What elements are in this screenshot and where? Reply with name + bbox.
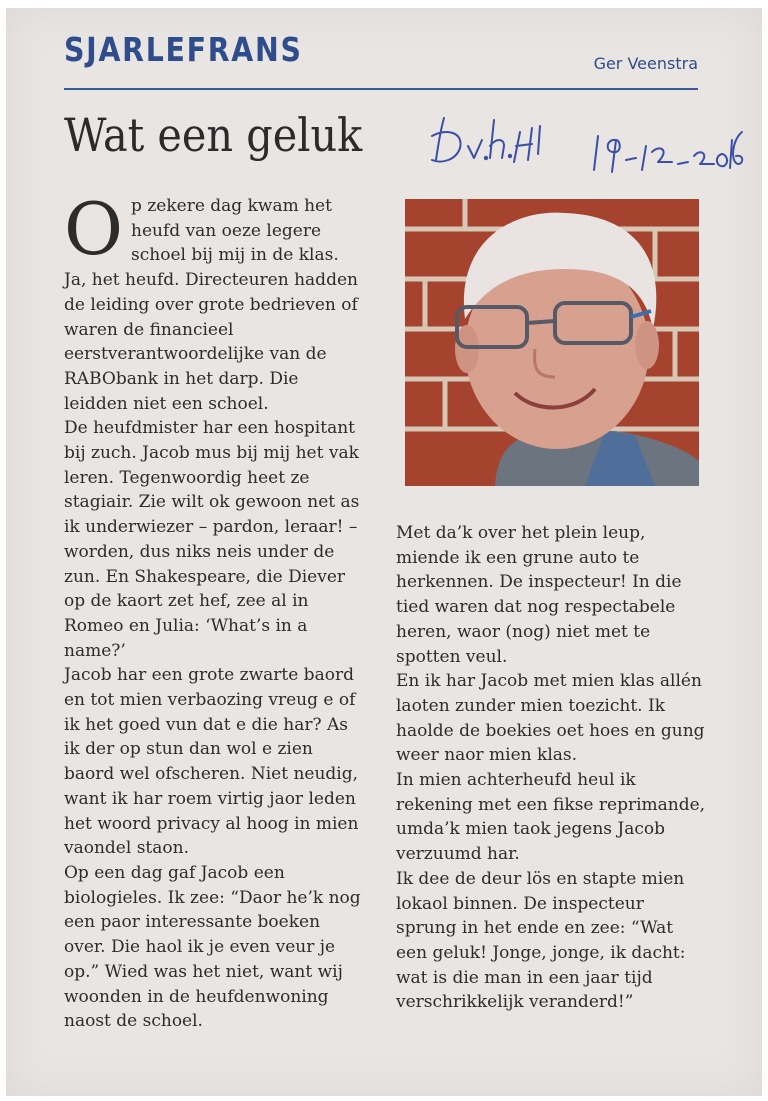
first-paragraph-text: p zekere dag kwam het heufd van oeze legere schoel bij mij in de klas. Ja, het heufd. Directeuren hadden de leiding over grote bedrieven of waren de financieel eerstverantwoordelijke van de RABObank in het darp. Die leidden niet een schoel. [64,196,358,414]
paragraph: Met da’k over het plein leup, miende ik een grune auto te herkennen. De inspecteur! In die tied waren dat nog respectabele heren, waor (nog) niet met te spotten veul. [396,523,682,667]
paragraph: En ik har Jacob met mien klas allén laoten zunder mien toezicht. Ik haolde de boekies oet hoes en gung weer naor mien klas. [396,671,705,766]
paragraph: Op een dag gaf Jacob een biologieles. Ik zee: “Daor he’k nog een paor interessante boeken over. Die haol ik je even veur je op.” Wied was het niet, want wij woonden in de heufdenwoning naost de schoel. [64,862,361,1032]
paragraph: In mien achterheufd heul ik rekening met een fikse reprimande, umda’k mien taok jegens Jacob verzuumd har. [396,770,706,865]
paragraph: Ik dee de deur lös en stapte mien lokaol binnen. De inspecteur sprung in het ende en zee: “Wat een geluk! Jonge, jonge, ik dacht: wat is die man in een jaar tijd verschrikkelijk veranderd!” [396,868,686,1013]
masthead-rule [64,88,698,90]
paragraph: De heufdmister har een hospitant bij zuch. Jacob mus bij mij het vak leren. Tegenwoordig heet ze stagiair. Zie wilt ok gewoon net as ik underwiezer – pardon, leraar! – worden, dus niks neis under de zun. En Shakespeare, die Diever op de kaort zet hef, zee al in Romeo en Julia: ‘What’s in a name?’ [64,418,360,661]
article-column-left [64,187,364,1034]
author-photo [405,199,699,486]
column-name: SJARLEFRANS [64,30,303,69]
article-column-right [396,521,706,1015]
headline: Wat een geluk [64,108,363,162]
drop-cap: O [64,187,124,271]
paragraph: Jacob har een grote zwarte baord en tot mien verbaozing vreug e of ik het goed vun dat e die har? As ik der op stun dan wol e zien baord wel ofscheren. Niet neudig, want ik har roem virtig jaor leden het woord privacy al hoog in mien vaondel staon. [64,665,359,859]
handwritten-note [424,110,744,180]
first-paragraph [64,187,364,416]
author-name: Ger Veenstra [593,54,698,73]
